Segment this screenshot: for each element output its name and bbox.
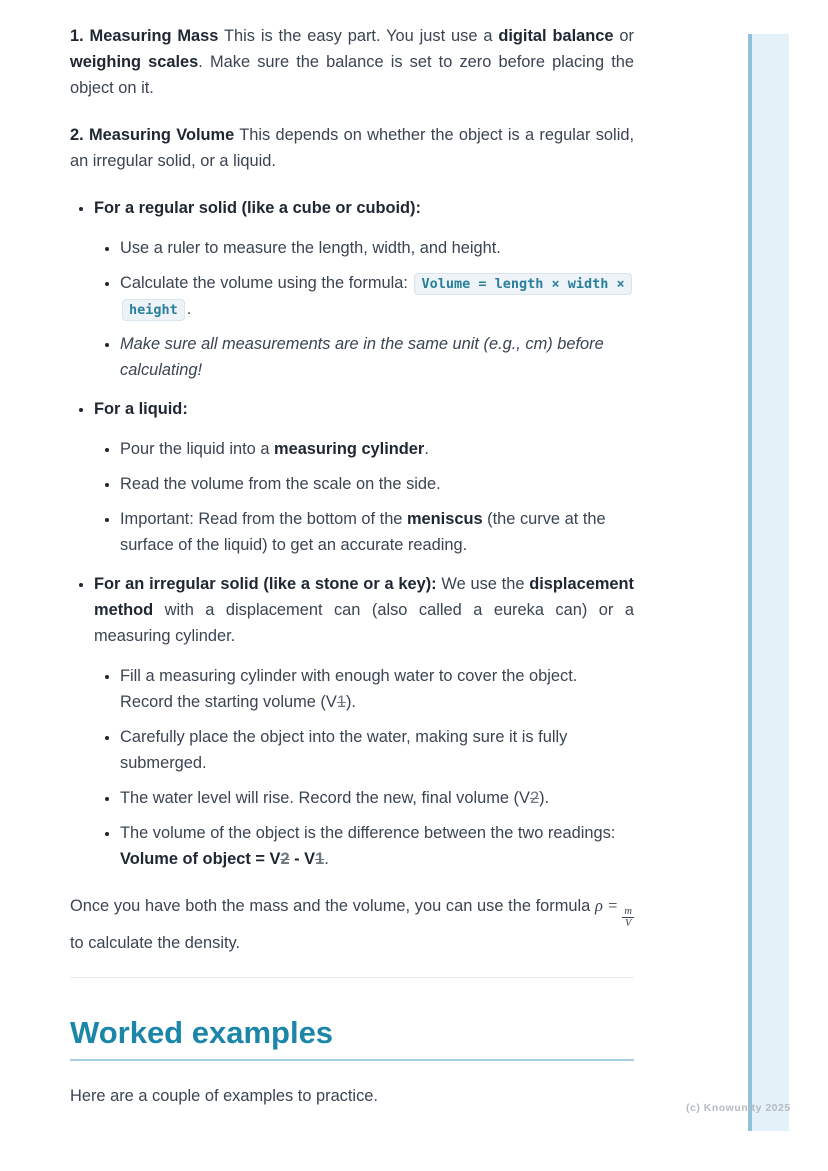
list-item	[120, 820, 634, 872]
list-item	[120, 436, 634, 462]
list-item-text	[120, 436, 634, 462]
list-item-text	[120, 820, 634, 872]
text-segment: We use the	[436, 575, 530, 593]
bullet-list-level-2	[94, 436, 634, 558]
text-segment: 2	[529, 789, 540, 807]
text-segment: The water level will rise. Record the new, final volume (V	[120, 789, 530, 807]
document-content	[70, 23, 634, 1130]
list-item	[120, 235, 634, 261]
text-segment: . Make sure the balance is set to zero before placing the object on it.	[70, 53, 634, 97]
paragraph	[70, 23, 634, 101]
list-item-text	[120, 506, 634, 558]
text-segment: 2	[280, 850, 290, 868]
text-segment: (the curve at the surface of the liquid) to get an accurate reading.	[120, 510, 606, 554]
text-segment: Carefully place the object into the water, making sure it is fully submerged.	[120, 728, 568, 772]
list-item-text	[120, 331, 634, 383]
text-segment: For a liquid:	[94, 400, 188, 418]
list-item-text	[94, 396, 634, 422]
list-item	[120, 724, 634, 776]
text-segment: or	[613, 27, 634, 45]
section-heading: Worked examples	[70, 1016, 634, 1061]
bullet-list-level-2	[94, 663, 634, 872]
text-segment: Calculate the volume using the formula:	[120, 274, 413, 292]
text-segment: .	[186, 300, 192, 318]
text-segment: .	[424, 440, 429, 458]
text-segment: Pour the liquid into a	[120, 440, 274, 458]
list-item	[120, 270, 634, 322]
list-item-text	[120, 270, 634, 322]
text-segment: Once you have both the mass and the volume, you can use the formula	[70, 897, 595, 915]
text-segment: Fill a measuring cylinder with enough water to cover the object. Record the starting volume (V	[120, 667, 578, 711]
list-item-text	[94, 571, 634, 649]
text-segment: displacement method	[94, 575, 634, 619]
paragraph	[70, 893, 634, 956]
list-item	[120, 663, 634, 715]
text-segment: 1	[336, 693, 346, 711]
text-segment: This depends on whether the object is a regular solid, an irregular solid, or a liquid.	[70, 126, 635, 170]
text-segment: with a displacement can (also called a eureka can) or a measuring cylinder.	[94, 601, 634, 645]
text-segment: - V	[289, 850, 316, 868]
text-segment: 2. Measuring Volume	[70, 126, 235, 144]
list-item	[120, 506, 634, 558]
section-divider	[70, 977, 634, 978]
list-item	[120, 331, 634, 383]
list-item-text	[94, 195, 634, 221]
list-item	[94, 571, 634, 872]
text-segment: This is the easy part. You just use a	[218, 27, 499, 45]
next-page-edge	[748, 34, 789, 1131]
text-segment: digital balance	[498, 27, 614, 45]
paragraph	[70, 122, 634, 174]
text-segment: Make sure all measurements are in the same unit (e.g., cm) before calculating!	[120, 335, 604, 379]
text-segment: 1	[315, 850, 325, 868]
text-segment: Read the volume from the scale on the side.	[120, 475, 441, 493]
list-item-text	[120, 471, 634, 497]
bullet-list-level-2	[94, 235, 634, 383]
math-text: ρ =	[594, 896, 623, 915]
list-item	[94, 195, 634, 383]
fraction: $\frac{m}{V}$	[624, 906, 632, 930]
list-item	[120, 471, 634, 497]
inline-code: Volume = length × width × height	[122, 273, 632, 321]
text-segment: ).	[345, 693, 356, 711]
text-segment: Here are a couple of examples to practice.	[70, 1086, 378, 1105]
text-segment: For a regular solid (like a cube or cuboid):	[94, 199, 421, 217]
list-item-text	[120, 724, 634, 776]
list-item-text	[120, 235, 634, 261]
copyright-watermark: (c) Knowunity 2025	[686, 1102, 791, 1114]
text-segment: weighing scales	[70, 53, 199, 71]
text-segment: measuring cylinder	[274, 440, 425, 458]
text-segment: Use a ruler to measure the length, width, and height.	[120, 239, 501, 257]
list-item	[120, 785, 634, 811]
list-item	[94, 396, 634, 558]
text-segment: .	[324, 850, 329, 868]
text-segment: meniscus	[406, 510, 483, 528]
bullet-list-level-1	[70, 195, 634, 872]
text-segment: The volume of the object is the difference between the two readings:	[120, 824, 616, 842]
text-segment: Important: Read from the bottom of the	[120, 510, 407, 528]
text-segment: For an irregular solid (like a stone or a key):	[94, 575, 437, 593]
text-segment: ).	[539, 789, 550, 807]
text-segment: to calculate the density.	[70, 933, 241, 952]
paragraph	[70, 1083, 634, 1109]
list-item-text	[120, 663, 634, 715]
text-segment: 1. Measuring Mass	[70, 27, 219, 45]
text-segment: Volume of object = V	[120, 850, 281, 868]
list-item-text	[120, 785, 634, 811]
